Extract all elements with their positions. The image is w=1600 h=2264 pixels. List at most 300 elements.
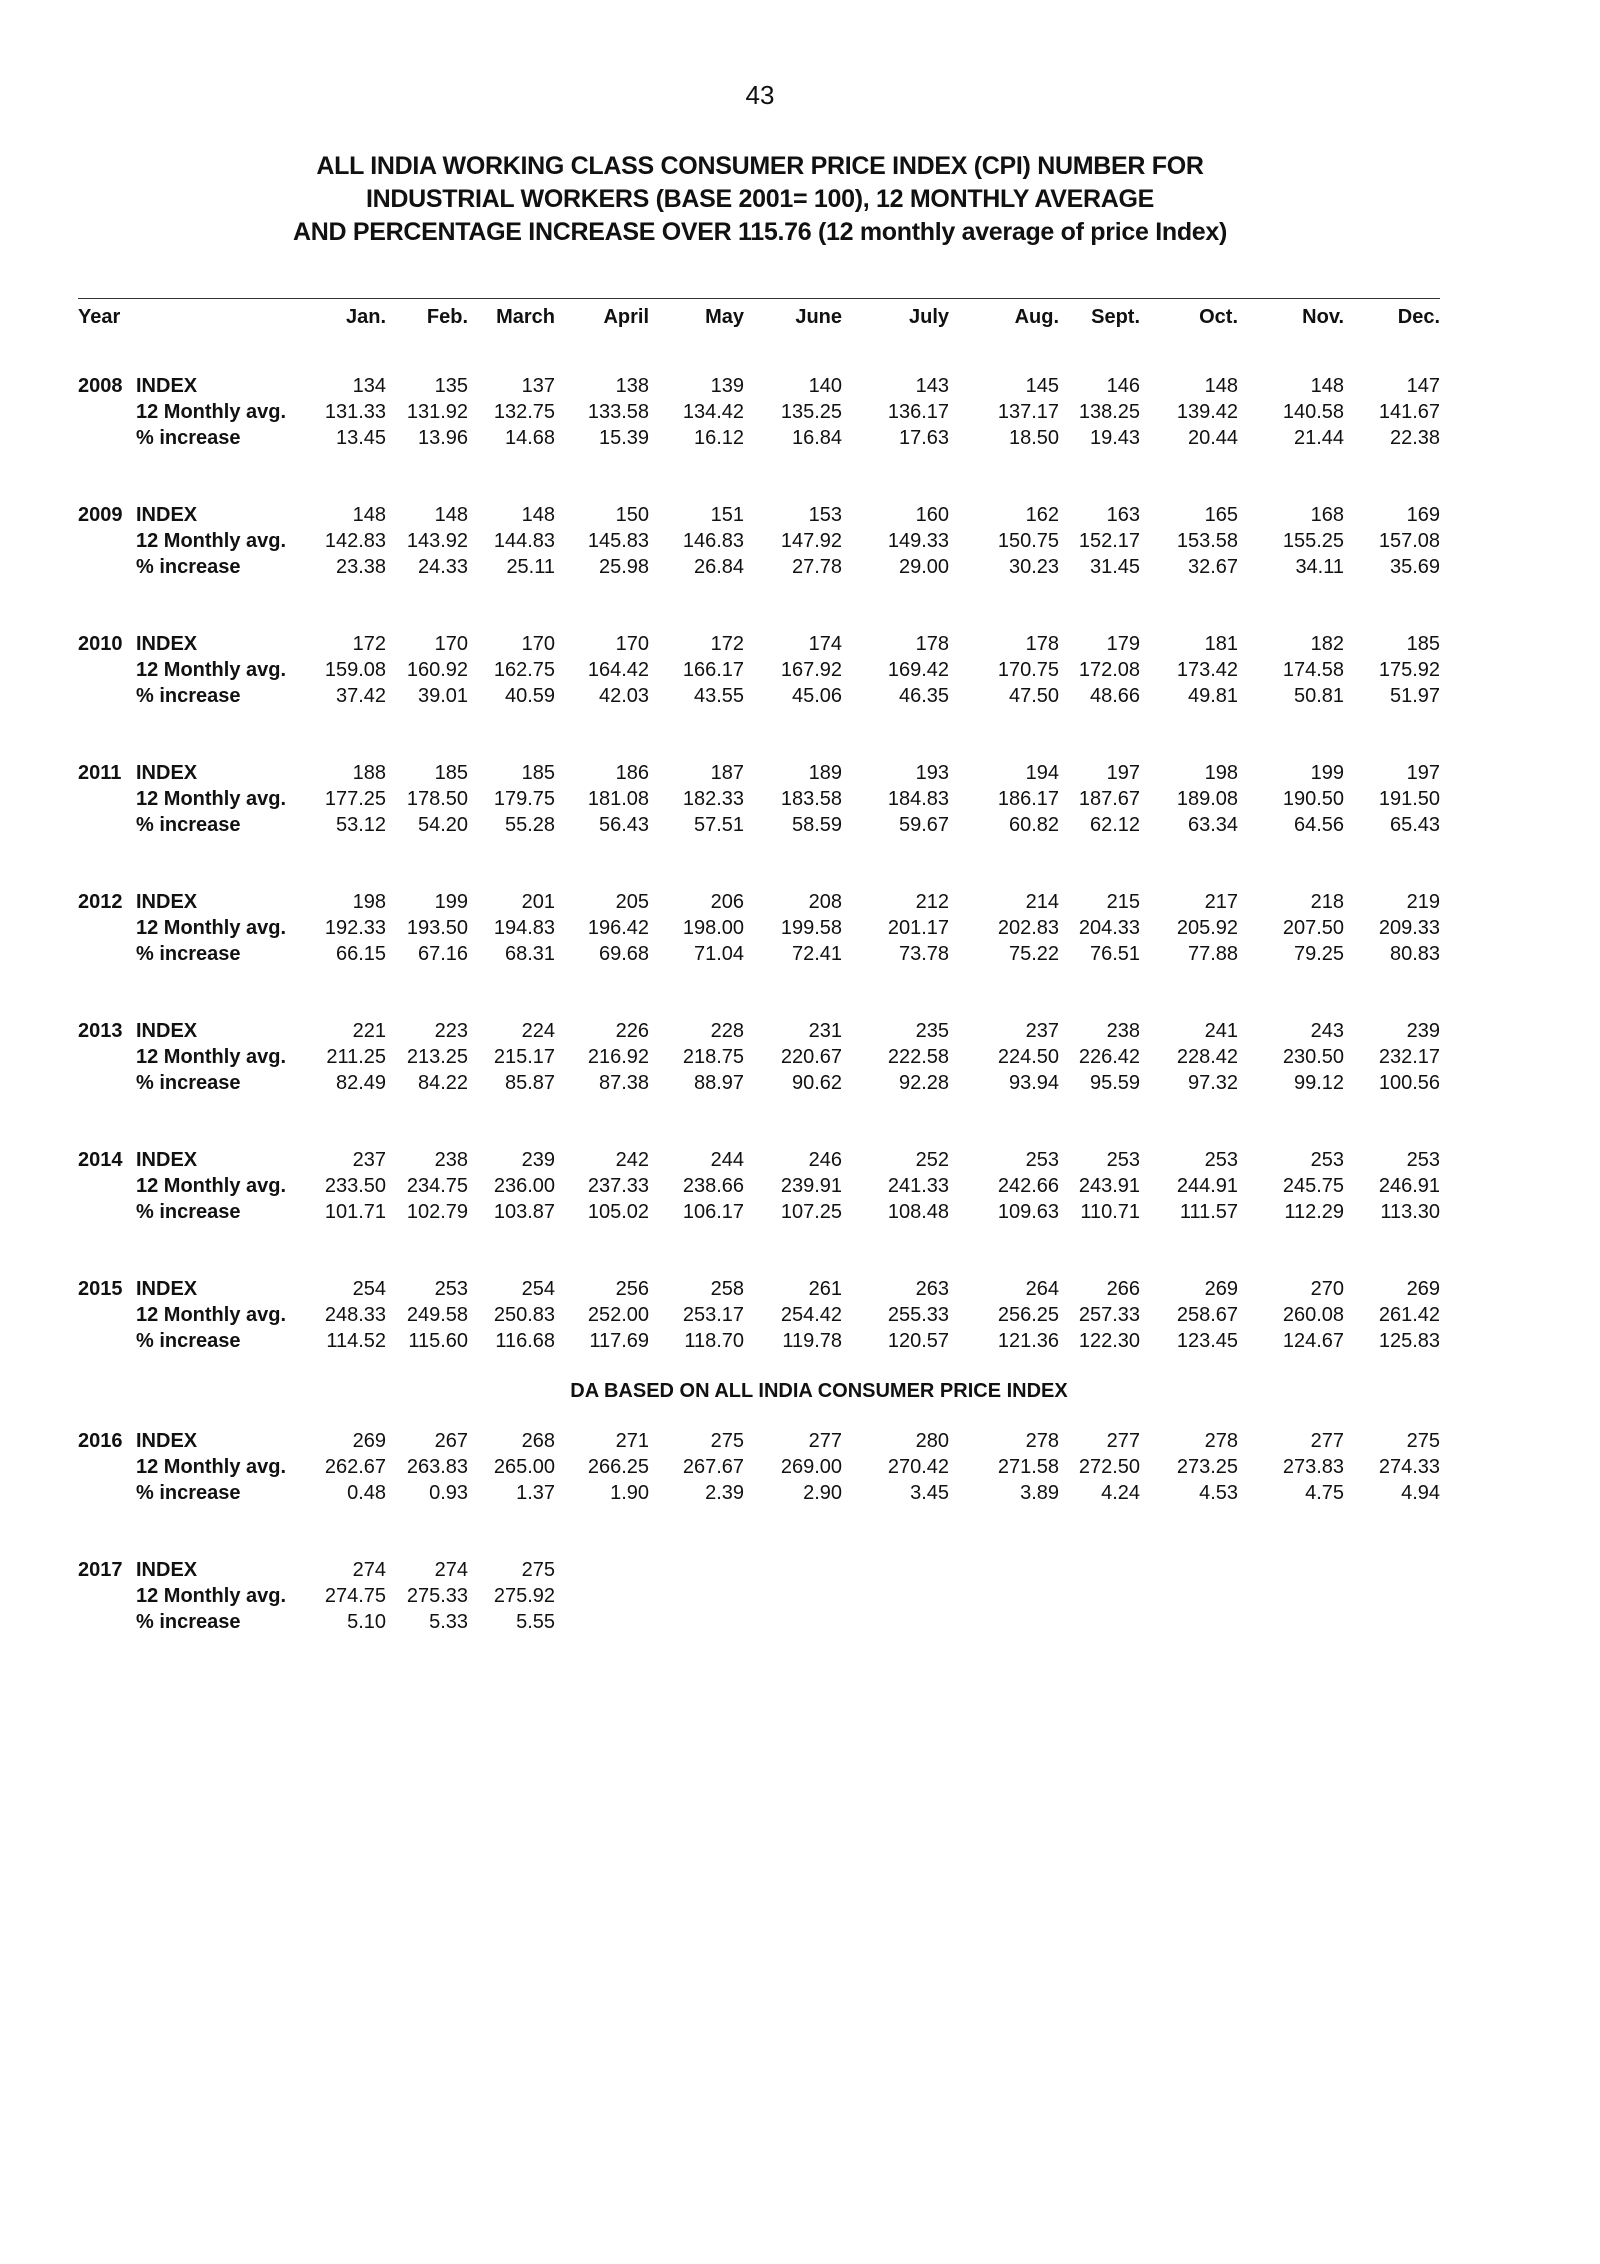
month-header: Aug. <box>1014 306 1060 328</box>
value-cell: 162.75 <box>493 659 556 681</box>
value-cell: 198 <box>1204 762 1239 784</box>
spacer-row <box>78 1354 1440 1376</box>
value-cell <box>649 1609 744 1635</box>
value-cell: 148 <box>1310 375 1345 397</box>
value-cell: 275 <box>521 1559 556 1581</box>
value-cell: 214 <box>1025 891 1060 913</box>
value-cell: 134 <box>352 375 387 397</box>
value-cell: 187 <box>710 762 745 784</box>
value-cell: 189.08 <box>1176 788 1239 810</box>
value-cell: 26.84 <box>693 556 745 578</box>
year-cell-empty <box>78 1454 136 1480</box>
monthly-avg-row <box>78 786 1440 812</box>
value-cell: 67.16 <box>417 943 469 965</box>
value-cell: 93.94 <box>1008 1072 1060 1094</box>
row-label: INDEX <box>136 1430 198 1452</box>
value-cell: 253 <box>1406 1149 1441 1171</box>
spacer-row <box>78 1506 1440 1557</box>
value-cell: 135 <box>434 375 469 397</box>
value-cell: 134.42 <box>682 401 745 423</box>
spacer-row <box>78 709 1440 760</box>
value-cell: 215.17 <box>493 1046 556 1068</box>
monthly-avg-row <box>78 399 1440 425</box>
value-cell: 21.44 <box>1293 427 1345 449</box>
value-cell <box>744 1557 842 1583</box>
row-label: % increase <box>136 556 241 578</box>
year-cell-empty <box>78 1609 136 1635</box>
value-cell: 206 <box>710 891 745 913</box>
value-cell: 175.92 <box>1378 659 1441 681</box>
month-header: Oct. <box>1199 306 1239 328</box>
year-cell-empty <box>78 1328 136 1354</box>
value-cell: 79.25 <box>1293 943 1345 965</box>
spacer-row <box>78 1225 1440 1276</box>
value-cell: 267.67 <box>682 1456 745 1478</box>
year-cell: 2014 <box>78 1149 123 1171</box>
value-cell: 217 <box>1204 891 1239 913</box>
value-cell: 248.33 <box>324 1304 387 1326</box>
value-cell: 142.83 <box>324 530 387 552</box>
value-cell: 23.38 <box>335 556 387 578</box>
month-header: June <box>795 306 843 328</box>
value-cell: 50.81 <box>1293 685 1345 707</box>
value-cell: 218 <box>1310 891 1345 913</box>
value-cell: 252.00 <box>587 1304 650 1326</box>
value-cell <box>1140 1557 1238 1583</box>
value-cell: 253 <box>1204 1149 1239 1171</box>
value-cell: 253 <box>1025 1149 1060 1171</box>
value-cell: 47.50 <box>1008 685 1060 707</box>
value-cell: 183.58 <box>780 788 843 810</box>
value-cell: 148 <box>1204 375 1239 397</box>
month-header: Dec. <box>1397 306 1441 328</box>
monthly-avg-row <box>78 1454 1440 1480</box>
value-cell: 4.53 <box>1199 1482 1239 1504</box>
index-row <box>78 889 1440 915</box>
row-label: 12 Monthly avg. <box>136 917 287 939</box>
value-cell: 274.75 <box>324 1585 387 1607</box>
month-header: April <box>603 306 650 328</box>
value-cell: 224 <box>521 1020 556 1042</box>
value-cell: 269.00 <box>780 1456 843 1478</box>
value-cell: 178.50 <box>406 788 469 810</box>
value-cell: 182.33 <box>682 788 745 810</box>
value-cell: 185 <box>434 762 469 784</box>
value-cell: 280 <box>915 1430 950 1452</box>
value-cell: 99.12 <box>1293 1072 1345 1094</box>
value-cell: 110.71 <box>1080 1201 1141 1223</box>
value-cell: 4.94 <box>1401 1482 1441 1504</box>
year-cell-empty <box>78 1302 136 1328</box>
value-cell: 152.17 <box>1078 530 1141 552</box>
value-cell: 181.08 <box>587 788 650 810</box>
value-cell: 140.58 <box>1282 401 1345 423</box>
value-cell: 14.68 <box>504 427 556 449</box>
value-cell: 46.35 <box>898 685 950 707</box>
value-cell: 51.97 <box>1389 685 1441 707</box>
value-cell: 48.66 <box>1089 685 1141 707</box>
value-cell: 187.67 <box>1078 788 1141 810</box>
value-cell: 201.17 <box>887 917 950 939</box>
value-cell: 266.25 <box>587 1456 650 1478</box>
value-cell: 174 <box>808 633 843 655</box>
year-cell-empty <box>78 425 136 451</box>
value-cell: 224.50 <box>997 1046 1060 1068</box>
value-cell: 254 <box>521 1278 556 1300</box>
value-cell: 197 <box>1106 762 1141 784</box>
value-cell: 263 <box>915 1278 950 1300</box>
row-label: 12 Monthly avg. <box>136 659 287 681</box>
value-cell: 194 <box>1025 762 1060 784</box>
value-cell <box>1344 1557 1440 1583</box>
value-cell: 105.02 <box>587 1201 650 1223</box>
value-cell: 150 <box>615 504 650 526</box>
percent-increase-row <box>78 812 1440 838</box>
row-label: INDEX <box>136 1149 198 1171</box>
value-cell: 275 <box>1406 1430 1441 1452</box>
row-label: % increase <box>136 1330 241 1352</box>
value-cell: 25.11 <box>506 556 556 578</box>
value-cell <box>744 1609 842 1635</box>
value-cell <box>649 1557 744 1583</box>
value-cell: 246 <box>808 1149 843 1171</box>
value-cell: 244 <box>710 1149 745 1171</box>
value-cell <box>555 1557 649 1583</box>
value-cell: 258 <box>710 1278 745 1300</box>
value-cell: 121.36 <box>997 1330 1060 1352</box>
value-cell: 68.31 <box>504 943 556 965</box>
value-cell: 186.17 <box>997 788 1060 810</box>
value-cell: 169.42 <box>887 659 950 681</box>
value-cell: 270.42 <box>887 1456 950 1478</box>
row-label: % increase <box>136 1611 241 1633</box>
value-cell: 4.24 <box>1101 1482 1141 1504</box>
value-cell: 49.81 <box>1187 685 1239 707</box>
value-cell: 122.30 <box>1078 1330 1141 1352</box>
year-cell-empty <box>78 915 136 941</box>
value-cell: 103.87 <box>493 1201 556 1223</box>
value-cell: 0.93 <box>429 1482 469 1504</box>
value-cell: 255.33 <box>887 1304 950 1326</box>
value-cell: 148 <box>521 504 556 526</box>
value-cell: 162 <box>1025 504 1060 526</box>
value-cell: 197 <box>1406 762 1441 784</box>
value-cell: 242 <box>615 1149 650 1171</box>
value-cell: 275.92 <box>493 1585 556 1607</box>
index-row <box>78 373 1440 399</box>
value-cell: 169 <box>1406 504 1441 526</box>
value-cell: 277 <box>1310 1430 1345 1452</box>
value-cell: 269 <box>352 1430 387 1452</box>
title-line-1: ALL INDIA WORKING CLASS CONSUMER PRICE INDEX (CPI) NUMBER FOR <box>316 152 1204 180</box>
value-cell: 77.88 <box>1187 943 1239 965</box>
value-cell: 262.67 <box>324 1456 387 1478</box>
monthly-avg-row <box>78 1302 1440 1328</box>
value-cell: 270 <box>1310 1278 1345 1300</box>
value-cell: 256.25 <box>997 1304 1060 1326</box>
value-cell: 261.42 <box>1378 1304 1441 1326</box>
value-cell: 125.83 <box>1378 1330 1441 1352</box>
value-cell: 102.79 <box>406 1201 469 1223</box>
value-cell: 3.89 <box>1020 1482 1060 1504</box>
value-cell: 204.33 <box>1078 917 1141 939</box>
value-cell: 198 <box>352 891 387 913</box>
index-row <box>78 1147 1440 1173</box>
value-cell: 1.37 <box>516 1482 556 1504</box>
value-cell: 273.25 <box>1176 1456 1239 1478</box>
value-cell: 223 <box>434 1020 469 1042</box>
value-cell: 264 <box>1025 1278 1060 1300</box>
value-cell: 241 <box>1204 1020 1239 1042</box>
value-cell: 226.42 <box>1078 1046 1141 1068</box>
year-cell-empty <box>78 941 136 967</box>
value-cell: 84.22 <box>417 1072 469 1094</box>
value-cell: 249.58 <box>406 1304 469 1326</box>
value-cell <box>949 1583 1059 1609</box>
value-cell: 4.75 <box>1305 1482 1345 1504</box>
value-cell: 29.00 <box>898 556 950 578</box>
year-column-header: Year <box>78 306 121 328</box>
value-cell: 143 <box>915 375 950 397</box>
value-cell: 13.45 <box>335 427 387 449</box>
value-cell: 265.00 <box>493 1456 556 1478</box>
value-cell: 237 <box>352 1149 387 1171</box>
month-header: May <box>705 306 745 328</box>
value-cell: 100.56 <box>1378 1072 1441 1094</box>
index-row <box>78 1018 1440 1044</box>
year-cell-empty <box>78 683 136 709</box>
year-cell: 2013 <box>78 1020 123 1042</box>
value-cell: 71.04 <box>693 943 745 965</box>
value-cell: 191.50 <box>1378 788 1441 810</box>
value-cell: 226 <box>615 1020 650 1042</box>
value-cell: 253.17 <box>682 1304 745 1326</box>
cpi-table-container <box>78 298 1440 1635</box>
value-cell: 209.33 <box>1378 917 1441 939</box>
value-cell: 73.78 <box>898 943 950 965</box>
value-cell: 0.48 <box>347 1482 387 1504</box>
value-cell: 277 <box>808 1430 843 1452</box>
value-cell: 253 <box>434 1278 469 1300</box>
value-cell: 168 <box>1310 504 1345 526</box>
year-cell-empty <box>78 1044 136 1070</box>
percent-increase-row <box>78 1480 1440 1506</box>
row-label: 12 Monthly avg. <box>136 788 287 810</box>
value-cell: 275.33 <box>406 1585 469 1607</box>
value-cell: 274 <box>434 1559 469 1581</box>
value-cell: 95.59 <box>1089 1072 1141 1094</box>
index-row <box>78 631 1440 657</box>
value-cell: 40.59 <box>504 685 556 707</box>
monthly-avg-row <box>78 1044 1440 1070</box>
year-cell-empty <box>78 554 136 580</box>
row-label: % increase <box>136 1482 241 1504</box>
row-label: INDEX <box>136 1278 198 1300</box>
value-cell: 178 <box>1025 633 1060 655</box>
value-cell: 132.75 <box>493 401 556 423</box>
value-cell: 87.38 <box>598 1072 650 1094</box>
value-cell: 212 <box>915 891 950 913</box>
value-cell: 278 <box>1204 1430 1239 1452</box>
value-cell: 15.39 <box>598 427 650 449</box>
value-cell: 137 <box>521 375 556 397</box>
value-cell: 188 <box>352 762 387 784</box>
value-cell: 157.08 <box>1378 530 1441 552</box>
value-cell: 22.38 <box>1389 427 1441 449</box>
value-cell: 243.91 <box>1078 1175 1141 1197</box>
value-cell: 220.67 <box>780 1046 843 1068</box>
value-cell: 148 <box>352 504 387 526</box>
value-cell: 237 <box>1025 1020 1060 1042</box>
value-cell: 146 <box>1106 375 1141 397</box>
value-cell: 268 <box>521 1430 556 1452</box>
value-cell <box>1059 1609 1140 1635</box>
value-cell: 236.00 <box>493 1175 556 1197</box>
value-cell: 219 <box>1406 891 1441 913</box>
value-cell: 160 <box>915 504 950 526</box>
spacer-row <box>78 580 1440 631</box>
index-row <box>78 1276 1440 1302</box>
value-cell: 215 <box>1106 891 1141 913</box>
value-cell: 20.44 <box>1187 427 1239 449</box>
value-cell: 271.58 <box>997 1456 1060 1478</box>
table-header-row <box>78 299 1440 335</box>
value-cell: 213.25 <box>406 1046 469 1068</box>
value-cell: 216.92 <box>587 1046 650 1068</box>
value-cell: 151 <box>710 504 745 526</box>
value-cell: 119.78 <box>782 1330 843 1352</box>
value-cell: 253 <box>1106 1149 1141 1171</box>
da-banner-row <box>78 1376 1440 1406</box>
value-cell: 172.08 <box>1078 659 1141 681</box>
value-cell: 166.17 <box>682 659 745 681</box>
value-cell: 118.70 <box>684 1330 745 1352</box>
value-cell: 17.63 <box>898 427 950 449</box>
value-cell: 139 <box>710 375 745 397</box>
value-cell: 106.17 <box>682 1201 745 1223</box>
value-cell: 254.42 <box>780 1304 843 1326</box>
row-label: 12 Monthly avg. <box>136 530 287 552</box>
value-cell: 245.75 <box>1282 1175 1345 1197</box>
value-cell: 137.17 <box>997 401 1060 423</box>
index-row <box>78 502 1440 528</box>
value-cell: 269 <box>1204 1278 1239 1300</box>
value-cell: 131.92 <box>406 401 469 423</box>
value-cell: 1.90 <box>610 1482 650 1504</box>
value-cell: 250.83 <box>493 1304 556 1326</box>
value-cell: 278 <box>1025 1430 1060 1452</box>
value-cell: 80.83 <box>1389 943 1441 965</box>
value-cell <box>555 1609 649 1635</box>
value-cell: 193 <box>915 762 950 784</box>
value-cell <box>555 1583 649 1609</box>
value-cell: 163 <box>1106 504 1141 526</box>
value-cell: 123.45 <box>1176 1330 1239 1352</box>
row-label: INDEX <box>136 1559 198 1581</box>
spacer-row <box>78 335 1440 373</box>
value-cell: 16.12 <box>693 427 745 449</box>
value-cell: 144.83 <box>493 530 556 552</box>
value-cell <box>1140 1583 1238 1609</box>
year-cell-empty <box>78 657 136 683</box>
value-cell: 58.59 <box>791 814 843 836</box>
value-cell: 170 <box>521 633 556 655</box>
value-cell: 32.67 <box>1187 556 1239 578</box>
value-cell: 244.91 <box>1176 1175 1239 1197</box>
value-cell: 145 <box>1025 375 1060 397</box>
row-label: INDEX <box>136 762 198 784</box>
value-cell: 239 <box>1406 1020 1441 1042</box>
value-cell <box>949 1557 1059 1583</box>
row-label: 12 Monthly avg. <box>136 401 287 423</box>
row-label: % increase <box>136 1201 241 1223</box>
year-cell-empty <box>78 399 136 425</box>
percent-increase-row <box>78 554 1440 580</box>
value-cell: 148 <box>434 504 469 526</box>
spacer-row <box>78 1096 1440 1147</box>
value-cell <box>1238 1583 1344 1609</box>
value-cell: 2.90 <box>803 1482 843 1504</box>
row-label: % increase <box>136 1072 241 1094</box>
value-cell: 60.82 <box>1008 814 1060 836</box>
value-cell: 256 <box>615 1278 650 1300</box>
value-cell <box>842 1609 949 1635</box>
value-cell <box>842 1557 949 1583</box>
spacer-row <box>78 967 1440 1018</box>
monthly-avg-row <box>78 915 1440 941</box>
value-cell: 25.98 <box>598 556 650 578</box>
value-cell: 239.91 <box>780 1175 843 1197</box>
value-cell: 57.51 <box>693 814 745 836</box>
percent-increase-row <box>78 1328 1440 1354</box>
value-cell: 138.25 <box>1078 401 1141 423</box>
value-cell: 45.06 <box>791 685 843 707</box>
value-cell: 13.96 <box>417 427 469 449</box>
value-cell: 179 <box>1106 633 1141 655</box>
value-cell <box>949 1609 1059 1635</box>
value-cell: 172 <box>710 633 745 655</box>
value-cell: 85.87 <box>504 1072 556 1094</box>
index-row <box>78 760 1440 786</box>
value-cell: 63.34 <box>1187 814 1239 836</box>
value-cell: 76.51 <box>1089 943 1141 965</box>
monthly-avg-row <box>78 528 1440 554</box>
row-label: INDEX <box>136 1020 198 1042</box>
value-cell: 140 <box>808 375 843 397</box>
value-cell: 231 <box>808 1020 843 1042</box>
value-cell: 233.50 <box>324 1175 387 1197</box>
spacer-row <box>78 1406 1440 1428</box>
value-cell: 273.83 <box>1282 1456 1345 1478</box>
value-cell: 56.43 <box>598 814 650 836</box>
percent-increase-row <box>78 941 1440 967</box>
value-cell: 274.33 <box>1378 1456 1441 1478</box>
value-cell: 194.83 <box>493 917 556 939</box>
value-cell: 173.42 <box>1176 659 1239 681</box>
value-cell: 97.32 <box>1187 1072 1239 1094</box>
year-cell: 2011 <box>78 762 122 784</box>
value-cell: 155.25 <box>1282 530 1345 552</box>
year-cell: 2010 <box>78 633 123 655</box>
value-cell: 115.60 <box>408 1330 469 1352</box>
value-cell: 269 <box>1406 1278 1441 1300</box>
year-cell: 2016 <box>78 1430 123 1452</box>
value-cell: 113.30 <box>1380 1201 1441 1223</box>
year-cell-empty <box>78 786 136 812</box>
value-cell: 179.75 <box>493 788 556 810</box>
value-cell: 199.58 <box>780 917 843 939</box>
year-cell-empty <box>78 1480 136 1506</box>
